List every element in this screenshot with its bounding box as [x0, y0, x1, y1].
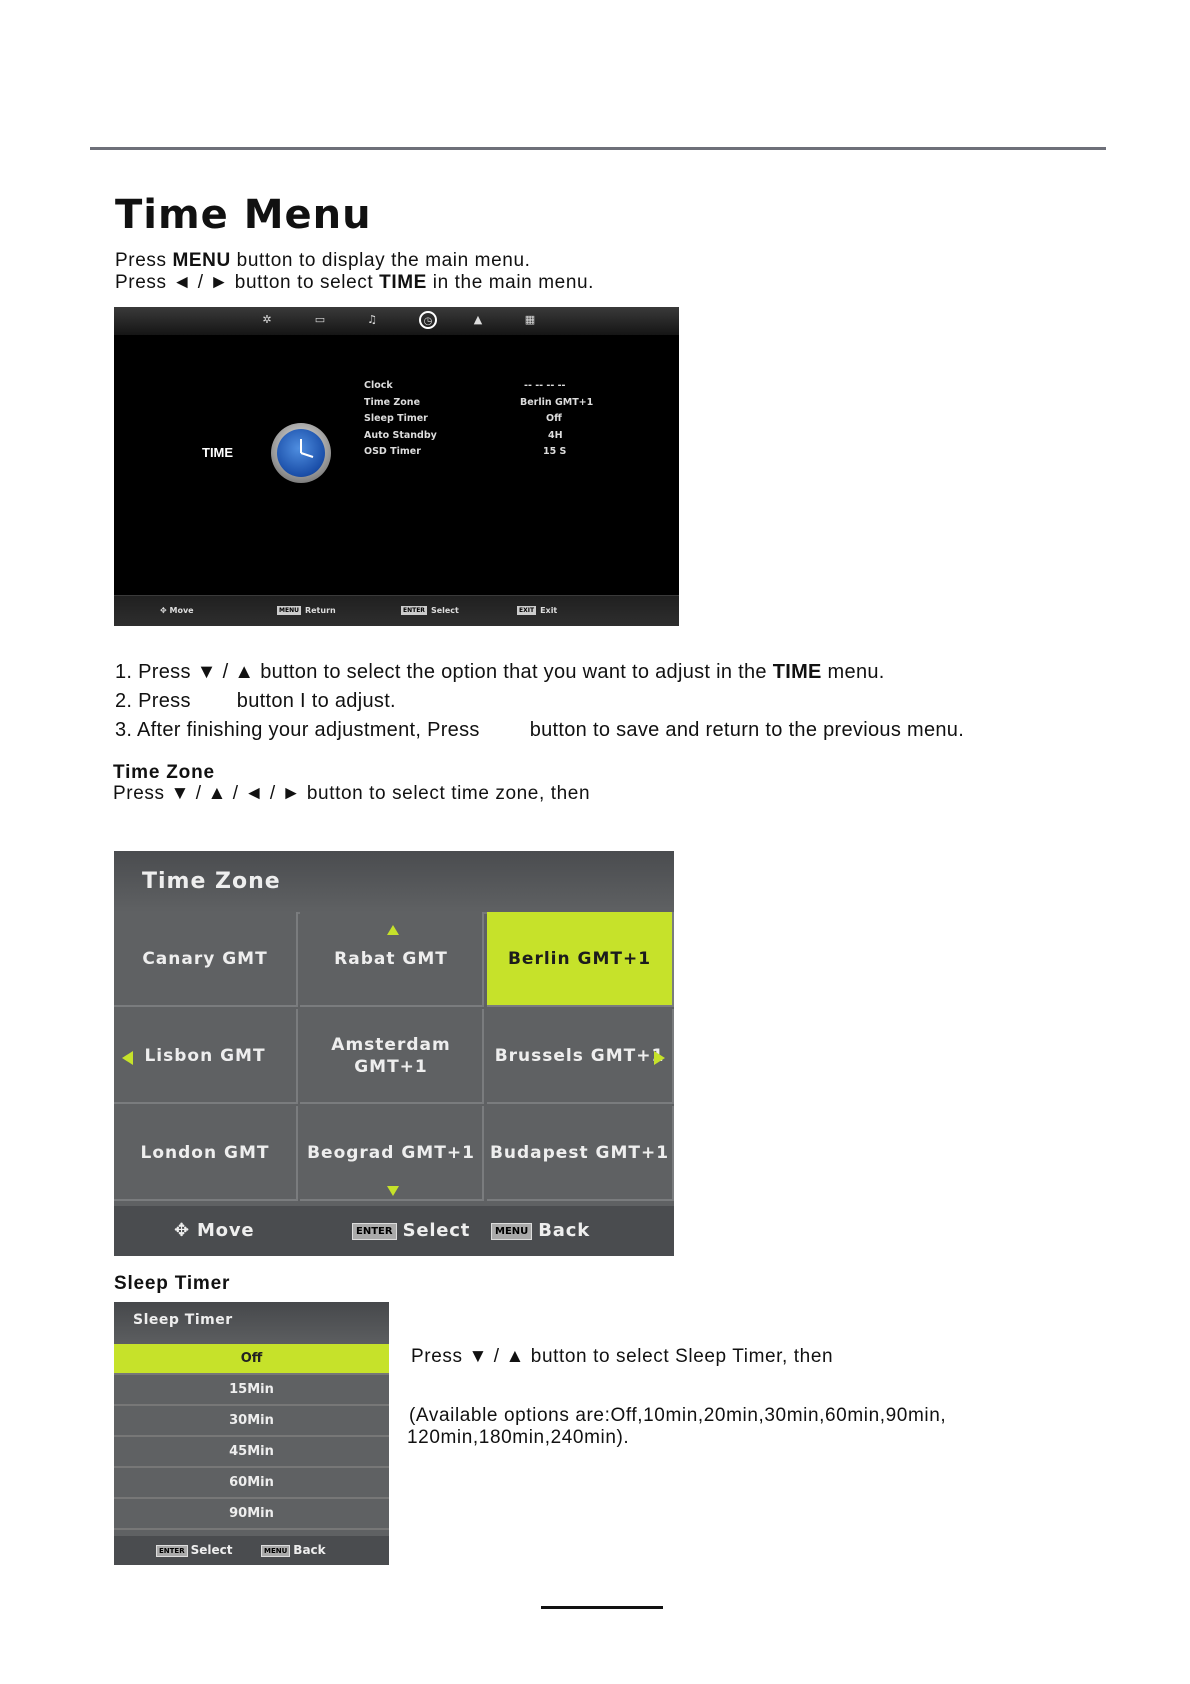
tz-cell-canary[interactable]: Canary GMT	[114, 912, 298, 1007]
tz-footer	[114, 1206, 674, 1256]
footer-move	[160, 606, 194, 615]
intro-line-1	[115, 250, 531, 272]
page-title: Time Menu	[115, 192, 372, 238]
tz-cell-lisbon[interactable]: Lisbon GMT	[114, 1009, 298, 1104]
option-osd-value: 15 S	[543, 446, 567, 457]
intro-1-pre: Press	[115, 250, 173, 271]
sleep-timer-text-2: (Available options are:Off,10min,20min,30min,60min,90min,	[409, 1405, 947, 1426]
grid-icon[interactable]: ▦	[524, 313, 536, 326]
st-footer-select	[156, 1543, 232, 1557]
gear-icon[interactable]: ✲	[262, 313, 272, 326]
lock-icon[interactable]: ▲	[473, 313, 483, 326]
option-standby-label[interactable]: Auto Standby	[364, 430, 437, 441]
sleep-timer-heading: Sleep Timer	[114, 1273, 231, 1294]
sleep-option-30[interactable]: 30Min	[114, 1406, 389, 1437]
move-arrows-icon: ✥	[160, 606, 170, 615]
option-timezone-label[interactable]: Time Zone	[364, 397, 421, 408]
enter-key-icon: ENTER	[352, 1223, 397, 1240]
menu-key-icon: MENU	[279, 607, 299, 614]
intro-2-bold: TIME	[379, 272, 427, 293]
move-label: Move	[169, 606, 194, 615]
menu-tab-bar	[114, 307, 679, 335]
st-title: Sleep Timer	[133, 1312, 233, 1328]
scroll-right-arrow-icon[interactable]	[654, 1051, 665, 1065]
header-rule	[90, 147, 1106, 150]
step-1-post: menu.	[821, 661, 885, 683]
monitor-icon[interactable]: ▭	[314, 313, 326, 326]
tz-footer-back	[491, 1220, 590, 1241]
step-1-bold: TIME	[772, 661, 822, 683]
tz-back-label: Back	[538, 1220, 590, 1241]
st-back-label: Back	[293, 1543, 326, 1557]
section-label: TIME	[202, 445, 234, 460]
footer-exit	[517, 606, 557, 615]
intro-1-bold: MENU	[172, 250, 231, 271]
option-standby-value: 4H	[548, 430, 563, 441]
option-clock-label[interactable]: Clock	[364, 380, 393, 391]
tz-cell-rabat[interactable]: Rabat GMT	[300, 912, 484, 1007]
footer-return	[277, 606, 336, 615]
option-timezone-value: Berlin GMT+1	[520, 397, 594, 408]
tz-select-label: Select	[402, 1220, 471, 1241]
return-label: Return	[304, 606, 336, 615]
sleep-timer-screen	[114, 1302, 389, 1565]
tz-footer-select	[352, 1220, 470, 1241]
sleep-option-60[interactable]: 60Min	[114, 1468, 389, 1499]
step-1	[115, 661, 885, 684]
tz-cell-beograd[interactable]: Beograd GMT+1	[300, 1106, 484, 1201]
time-zone-screen	[114, 851, 674, 1256]
step-3-b: button to save and return to the previous menu.	[529, 719, 965, 741]
tz-header	[114, 851, 674, 914]
menu-footer	[114, 595, 679, 626]
tz-cell-berlin[interactable]: Berlin GMT+1	[487, 912, 674, 1007]
menu-key-icon: MENU	[261, 1545, 290, 1557]
step-1-pre: 1. Press ▼ / ▲ button to select the option that you want to adjust in the	[115, 661, 773, 683]
tz-title: Time Zone	[142, 869, 281, 894]
intro-1-post: button to display the main menu.	[230, 250, 531, 271]
st-footer-back	[261, 1543, 326, 1557]
tz-cell-amsterdam[interactable]: Amsterdam GMT+1	[300, 1009, 484, 1104]
scroll-up-arrow-icon[interactable]	[387, 925, 399, 935]
time-menu-screen	[114, 307, 679, 626]
music-icon[interactable]: ♫	[367, 313, 377, 326]
step-2	[115, 690, 396, 713]
step-3-a: 3. After finishing your adjustment, Press	[115, 719, 480, 741]
step-2-a: 2. Press	[115, 690, 191, 712]
scroll-down-arrow-icon[interactable]	[387, 1186, 399, 1196]
option-sleep-value: Off	[546, 413, 562, 424]
step-3	[115, 719, 964, 742]
st-header	[114, 1302, 389, 1344]
sleep-timer-text-3: 120min,180min,240min).	[407, 1427, 630, 1448]
exit-key-icon: EXIT	[519, 607, 535, 614]
intro-line-2	[115, 272, 594, 294]
sleep-option-45[interactable]: 45Min	[114, 1437, 389, 1468]
enter-key-icon: ENTER	[403, 607, 425, 614]
tz-move-label: Move	[196, 1220, 255, 1241]
clock-icon[interactable]: ◷	[419, 311, 437, 329]
tz-cell-budapest[interactable]: Budapest GMT+1	[487, 1106, 674, 1201]
tz-cell-brussels[interactable]: Brussels GMT+1	[487, 1009, 674, 1104]
clock-graphic-icon	[271, 423, 331, 483]
sleep-option-15[interactable]: 15Min	[114, 1375, 389, 1406]
tz-footer-move	[174, 1220, 254, 1241]
scroll-left-arrow-icon[interactable]	[122, 1051, 133, 1065]
sleep-option-off[interactable]: Off	[114, 1344, 389, 1375]
option-clock-value: -- -- -- --	[524, 380, 566, 391]
intro-2-pre: Press ◄ / ► button to select	[115, 272, 380, 293]
footer-select	[401, 606, 459, 615]
st-footer	[114, 1536, 389, 1565]
option-osd-label[interactable]: OSD Timer	[364, 446, 421, 457]
st-select-label: Select	[190, 1543, 233, 1557]
sleep-timer-text-1: Press ▼ / ▲ button to select Sleep Timer, then	[411, 1346, 834, 1367]
intro-2-post: in the main menu.	[426, 272, 595, 293]
select-label: Select	[430, 606, 459, 615]
footer-rule	[541, 1606, 663, 1609]
time-zone-text: Press ▼ / ▲ / ◄ / ► button to select time zone, then	[113, 783, 591, 804]
menu-key-icon: MENU	[491, 1223, 532, 1240]
step-2-b: button I to adjust.	[236, 690, 396, 712]
sleep-option-90[interactable]: 90Min	[114, 1499, 389, 1530]
time-zone-heading: Time Zone	[113, 762, 215, 783]
enter-key-icon: ENTER	[156, 1545, 188, 1557]
move-arrows-icon: ✥	[174, 1220, 197, 1241]
option-sleep-label[interactable]: Sleep Timer	[364, 413, 428, 424]
exit-label: Exit	[540, 606, 558, 615]
tz-cell-london[interactable]: London GMT	[114, 1106, 298, 1201]
